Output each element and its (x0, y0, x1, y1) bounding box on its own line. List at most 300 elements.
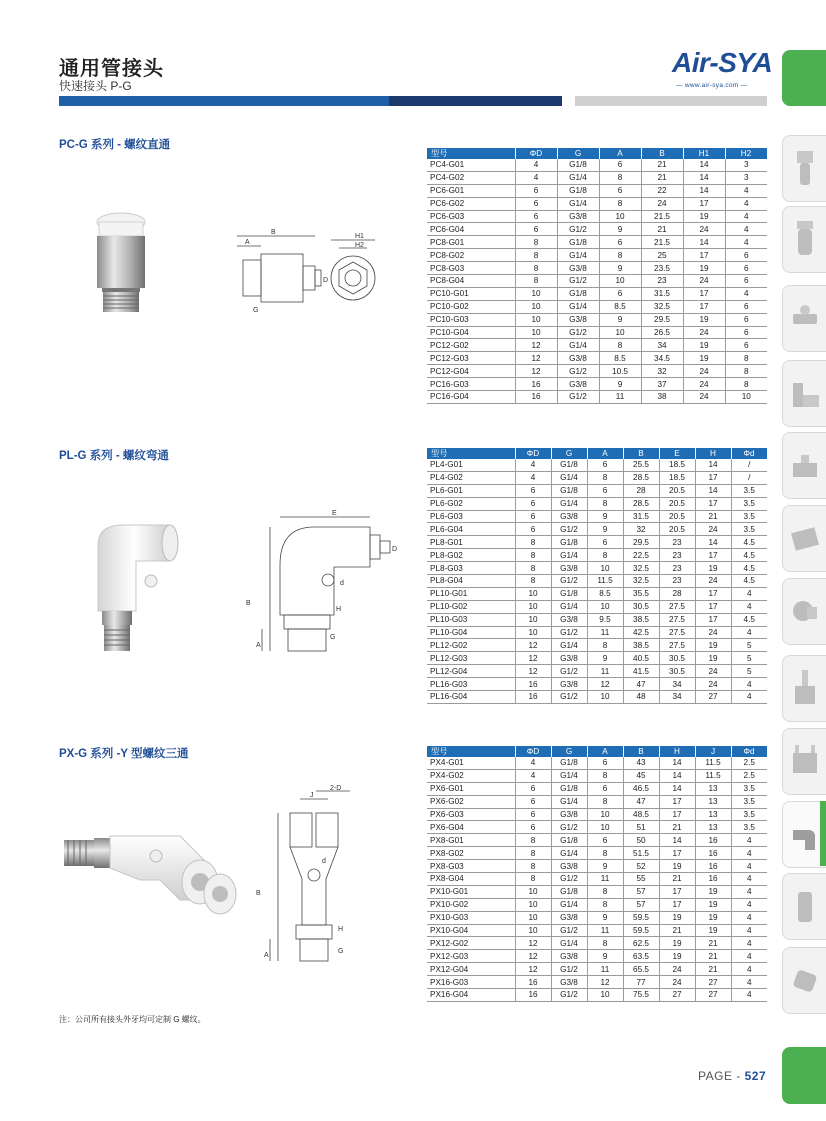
value-cell: 12 (587, 678, 623, 691)
px-g-technical-drawing (250, 785, 390, 975)
px-g-spec-table (427, 746, 768, 1002)
pc-g-spec-table (427, 148, 768, 404)
table-row (427, 471, 767, 484)
value-cell: 17 (659, 847, 695, 860)
value-cell: 4.5 (731, 549, 767, 562)
value-cell: 24 (695, 665, 731, 678)
solenoid-icon (783, 506, 826, 571)
value-cell: 10 (587, 821, 623, 834)
value-cell: 9 (587, 510, 623, 523)
value-cell: 9 (599, 223, 641, 236)
model-cell: PX16-G03 (427, 976, 515, 989)
value-cell: 5 (731, 652, 767, 665)
value-cell: G1/2 (557, 326, 599, 339)
model-cell: PC10-G01 (427, 287, 515, 300)
side-tab-cylinder[interactable] (782, 360, 826, 427)
value-cell: 31.5 (623, 510, 659, 523)
value-cell: 8 (587, 898, 623, 911)
pc-g-dim-b: B (271, 229, 276, 236)
pl-g-dim-e: E (332, 510, 337, 517)
table-row (427, 549, 767, 562)
table-row (427, 184, 767, 197)
model-cell: PL6-G04 (427, 523, 515, 536)
value-cell: 12 (515, 365, 557, 378)
value-cell: 8 (587, 549, 623, 562)
value-cell: 19 (659, 911, 695, 924)
page-label: PAGE - (698, 1069, 745, 1083)
column-header: A (587, 746, 623, 757)
value-cell: 11 (587, 665, 623, 678)
value-cell: 21.5 (641, 236, 683, 249)
value-cell: 48 (623, 691, 659, 704)
table-row (427, 860, 767, 873)
value-cell: 14 (659, 757, 695, 769)
value-cell: 6 (725, 313, 767, 326)
value-cell: 8 (515, 249, 557, 262)
value-cell: 16 (515, 391, 557, 404)
value-cell: 19 (659, 860, 695, 873)
value-cell: 9 (599, 262, 641, 275)
value-cell: 27 (695, 691, 731, 704)
value-cell: 46.5 (623, 782, 659, 795)
value-cell: 5 (731, 639, 767, 652)
value-cell: 13 (695, 782, 731, 795)
pc-g-dim-d: D (323, 277, 329, 284)
column-header: J (695, 746, 731, 757)
value-cell: 16 (695, 860, 731, 873)
model-cell: PC4-G01 (427, 159, 515, 171)
value-cell: 34.5 (641, 352, 683, 365)
model-cell: PX8-G01 (427, 834, 515, 847)
value-cell: 6 (725, 326, 767, 339)
model-cell: PC10-G02 (427, 300, 515, 313)
value-cell: 10 (515, 885, 551, 898)
value-cell: 34 (659, 678, 695, 691)
side-tab-fitting[interactable] (782, 285, 826, 352)
table-row (427, 236, 767, 249)
value-cell: 4.5 (731, 575, 767, 588)
value-cell: 16 (695, 834, 731, 847)
value-cell: 11 (587, 924, 623, 937)
value-cell: 11.5 (695, 757, 731, 769)
table-header-row (427, 448, 767, 459)
table-row (427, 911, 767, 924)
value-cell: G1/8 (557, 236, 599, 249)
value-cell: 8 (587, 769, 623, 782)
value-cell: 4 (731, 587, 767, 600)
model-cell: PL8-G02 (427, 549, 515, 562)
value-cell: 8 (515, 549, 551, 562)
value-cell: 20.5 (659, 510, 695, 523)
value-cell: 12 (515, 963, 551, 976)
value-cell: 4 (731, 885, 767, 898)
value-cell: 11 (587, 873, 623, 886)
value-cell: 24 (683, 365, 725, 378)
value-cell: 11 (587, 963, 623, 976)
table-row (427, 757, 767, 769)
value-cell: 27.5 (659, 626, 695, 639)
value-cell: 63.5 (623, 950, 659, 963)
table-row (427, 510, 767, 523)
value-cell: 8 (725, 378, 767, 391)
value-cell: 16 (515, 678, 551, 691)
value-cell: G3/8 (551, 678, 587, 691)
table-row (427, 275, 767, 288)
model-cell: PX8-G02 (427, 847, 515, 860)
pc-g-dim-a: A (245, 239, 250, 246)
model-cell: PL4-G01 (427, 459, 515, 471)
value-cell: 48.5 (623, 808, 659, 821)
muffler-icon (783, 874, 826, 939)
value-cell: 4 (725, 223, 767, 236)
value-cell: 6 (725, 249, 767, 262)
pc-g-dim-h1: H1 (355, 233, 364, 240)
value-cell: 30.5 (659, 665, 695, 678)
model-cell: PX10-G03 (427, 911, 515, 924)
value-cell: 51.5 (623, 847, 659, 860)
model-cell: PC6-G01 (427, 184, 515, 197)
table-row (427, 963, 767, 976)
model-cell: PX10-G01 (427, 885, 515, 898)
pl-g-technical-drawing (240, 505, 400, 665)
value-cell: 9 (587, 652, 623, 665)
value-cell: 19 (695, 911, 731, 924)
value-cell: 26.5 (641, 326, 683, 339)
table-row (427, 575, 767, 588)
column-header: H1 (683, 148, 725, 159)
value-cell: 16 (515, 989, 551, 1002)
value-cell: G3/8 (551, 510, 587, 523)
value-cell: 8 (515, 873, 551, 886)
value-cell: 2.5 (731, 757, 767, 769)
column-header: H (695, 448, 731, 459)
value-cell: 13 (695, 808, 731, 821)
pc-g-technical-drawing (225, 228, 385, 320)
value-cell: 16 (515, 691, 551, 704)
value-cell: 27 (695, 976, 731, 989)
model-cell: PL6-G01 (427, 484, 515, 497)
side-tab-top[interactable] (782, 50, 826, 106)
value-cell: 65.5 (623, 963, 659, 976)
value-cell: G1/2 (551, 665, 587, 678)
value-cell: 21 (641, 223, 683, 236)
value-cell: G1/2 (551, 575, 587, 588)
table-row (427, 536, 767, 549)
model-cell: PX4-G01 (427, 757, 515, 769)
column-header: 型号 (427, 148, 515, 159)
table-row (427, 873, 767, 886)
value-cell: 19 (683, 210, 725, 223)
value-cell: 10 (515, 587, 551, 600)
value-cell: 41.5 (623, 665, 659, 678)
value-cell: 4 (725, 287, 767, 300)
value-cell: 24 (683, 378, 725, 391)
column-header: ΦD (515, 448, 551, 459)
value-cell: 4 (515, 471, 551, 484)
value-cell: 6 (515, 510, 551, 523)
value-cell: 6 (515, 782, 551, 795)
value-cell: 8 (725, 365, 767, 378)
value-cell: 10 (587, 600, 623, 613)
value-cell: 8 (515, 262, 557, 275)
side-tab-solenoid[interactable] (782, 505, 826, 572)
value-cell: G3/8 (551, 911, 587, 924)
value-cell: 57 (623, 885, 659, 898)
side-tab-bottom[interactable] (782, 1047, 826, 1104)
value-cell: G3/8 (551, 613, 587, 626)
value-cell: 11 (599, 391, 641, 404)
value-cell: 6 (599, 184, 641, 197)
value-cell: G1/8 (551, 459, 587, 471)
model-cell: PL12-G04 (427, 665, 515, 678)
value-cell: 21 (659, 873, 695, 886)
value-cell: G1/4 (557, 339, 599, 352)
value-cell: 24 (659, 976, 695, 989)
value-cell: 28.5 (623, 471, 659, 484)
pl-g-dim-d-upper: D (392, 546, 398, 553)
side-tab-muffler[interactable] (782, 873, 826, 940)
model-cell: PL4-G02 (427, 471, 515, 484)
value-cell: 11.5 (587, 575, 623, 588)
model-cell: PL8-G04 (427, 575, 515, 588)
value-cell: 10 (515, 626, 551, 639)
model-cell: PX10-G04 (427, 924, 515, 937)
value-cell: G1/4 (557, 300, 599, 313)
pl-g-dim-b: B (246, 600, 251, 607)
model-cell: PX12-G02 (427, 937, 515, 950)
column-header: A (599, 148, 641, 159)
table-row (427, 210, 767, 223)
column-header: ΦD (515, 746, 551, 757)
value-cell: 8 (515, 834, 551, 847)
table-row (427, 339, 767, 352)
value-cell: 6 (515, 484, 551, 497)
value-cell: G1/4 (557, 249, 599, 262)
value-cell: 8 (725, 352, 767, 365)
value-cell: 17 (683, 249, 725, 262)
value-cell: G1/8 (551, 834, 587, 847)
brand-logo: Air-SYA (672, 47, 773, 78)
footnote: 注：公司所有接头外牙均可定制 G 螺纹。 (59, 1015, 206, 1024)
value-cell: 17 (695, 587, 731, 600)
px-g-dim-b: B (256, 890, 261, 897)
value-cell: 4 (731, 989, 767, 1002)
value-cell: 12 (515, 339, 557, 352)
value-cell: 24 (659, 963, 695, 976)
value-cell: 59.5 (623, 911, 659, 924)
value-cell: 17 (659, 795, 695, 808)
value-cell: 19 (695, 652, 731, 665)
value-cell: 10 (515, 898, 551, 911)
value-cell: G1/4 (557, 171, 599, 184)
table-row (427, 600, 767, 613)
table-row (427, 459, 767, 471)
model-cell: PL10-G04 (427, 626, 515, 639)
model-cell: PL12-G03 (427, 652, 515, 665)
value-cell: 35.5 (623, 587, 659, 600)
table-row (427, 989, 767, 1002)
value-cell: 28 (623, 484, 659, 497)
section-title-px-g: PX-G 系列 -Y 型螺纹三通 (59, 748, 189, 760)
pl-g-dim-d-lower: d (340, 580, 344, 587)
value-cell: 6 (587, 484, 623, 497)
column-header: E (659, 448, 695, 459)
column-header: B (641, 148, 683, 159)
table-row (427, 924, 767, 937)
value-cell: 12 (515, 950, 551, 963)
value-cell: 6 (725, 339, 767, 352)
value-cell: 47 (623, 795, 659, 808)
value-cell: 6 (587, 757, 623, 769)
pc-g-dim-g: G (253, 307, 259, 314)
value-cell: 8 (599, 339, 641, 352)
value-cell: 4 (731, 976, 767, 989)
value-cell: 37 (641, 378, 683, 391)
value-cell: 24 (683, 275, 725, 288)
value-cell: 24 (683, 326, 725, 339)
value-cell: 50 (623, 834, 659, 847)
value-cell: 10 (515, 313, 557, 326)
value-cell: G1/4 (551, 471, 587, 484)
value-cell: 10 (515, 300, 557, 313)
value-cell: 4 (515, 171, 557, 184)
value-cell: 3.5 (731, 484, 767, 497)
value-cell: 4 (725, 197, 767, 210)
model-cell: PC12-G04 (427, 365, 515, 378)
value-cell: 8 (599, 171, 641, 184)
value-cell: 47 (623, 678, 659, 691)
value-cell: 14 (683, 159, 725, 171)
table-row (427, 365, 767, 378)
side-tab-valve[interactable] (782, 432, 826, 499)
model-cell: PC8-G03 (427, 262, 515, 275)
value-cell: 6 (515, 197, 557, 210)
side-tab-filter[interactable] (782, 135, 826, 202)
value-cell: 14 (659, 769, 695, 782)
value-cell: 22.5 (623, 549, 659, 562)
value-cell: G1/8 (557, 287, 599, 300)
value-cell: 32.5 (623, 562, 659, 575)
section-title-pl-g: PL-G 系列 - 螺纹弯通 (59, 450, 169, 462)
value-cell: 20.5 (659, 497, 695, 510)
value-cell: 4 (731, 963, 767, 976)
value-cell: 42.5 (623, 626, 659, 639)
value-cell: 34 (641, 339, 683, 352)
value-cell: 62.5 (623, 937, 659, 950)
value-cell: 55 (623, 873, 659, 886)
side-tab-gun[interactable] (782, 728, 826, 795)
value-cell: 17 (695, 471, 731, 484)
value-cell: 38 (641, 391, 683, 404)
value-cell: 23 (659, 536, 695, 549)
value-cell: 28 (659, 587, 695, 600)
model-cell: PL16-G03 (427, 678, 515, 691)
value-cell: 23.5 (641, 262, 683, 275)
value-cell: 19 (683, 339, 725, 352)
side-tab-accessory[interactable] (782, 947, 826, 1014)
table-header-row (427, 746, 767, 757)
value-cell: 14 (695, 484, 731, 497)
value-cell: 21 (641, 171, 683, 184)
model-cell: PC10-G04 (427, 326, 515, 339)
value-cell: G1/4 (551, 549, 587, 562)
table-row (427, 782, 767, 795)
value-cell: 23 (659, 549, 695, 562)
value-cell: 8 (515, 236, 557, 249)
page-title: 通用管接头 (59, 58, 164, 80)
pc-g-dim-h2: H2 (355, 242, 364, 249)
value-cell: 16 (695, 847, 731, 860)
value-cell: 27 (659, 989, 695, 1002)
gun-icon (783, 729, 826, 794)
value-cell: G1/2 (551, 691, 587, 704)
header-bar-dark (389, 96, 562, 106)
value-cell: G1/2 (551, 873, 587, 886)
model-cell: PX8-G04 (427, 873, 515, 886)
value-cell: 12 (587, 976, 623, 989)
value-cell: G3/8 (557, 378, 599, 391)
model-cell: PC8-G02 (427, 249, 515, 262)
value-cell: 13 (695, 795, 731, 808)
value-cell: 3.5 (731, 523, 767, 536)
page-number: 527 (744, 1069, 767, 1083)
value-cell: G1/8 (551, 757, 587, 769)
brand-url: — www.air-sya.com — (676, 82, 748, 89)
table-row (427, 626, 767, 639)
value-cell: 25.5 (623, 459, 659, 471)
value-cell: 3 (725, 159, 767, 171)
value-cell: 12 (515, 352, 557, 365)
pump-icon (783, 579, 826, 644)
value-cell: 9.5 (587, 613, 623, 626)
value-cell: G1/8 (551, 484, 587, 497)
side-tab-pump[interactable] (782, 578, 826, 645)
value-cell: G1/2 (551, 963, 587, 976)
table-row (427, 313, 767, 326)
value-cell: 27 (695, 989, 731, 1002)
value-cell: G1/2 (557, 223, 599, 236)
value-cell: 10 (599, 326, 641, 339)
value-cell: G1/2 (557, 391, 599, 404)
model-cell: PC10-G03 (427, 313, 515, 326)
value-cell: 32.5 (641, 300, 683, 313)
value-cell: 14 (659, 834, 695, 847)
model-cell: PC6-G02 (427, 197, 515, 210)
model-cell: PC6-G04 (427, 223, 515, 236)
value-cell: 8 (587, 885, 623, 898)
px-g-product-photo (60, 820, 240, 920)
value-cell: 17 (659, 885, 695, 898)
value-cell: G1/8 (551, 587, 587, 600)
value-cell: G3/8 (551, 652, 587, 665)
value-cell: 8 (599, 197, 641, 210)
pl-g-product-photo (88, 515, 180, 655)
column-header: G (551, 448, 587, 459)
value-cell: 27.5 (659, 613, 695, 626)
value-cell: 19 (683, 313, 725, 326)
model-cell: PC8-G04 (427, 275, 515, 288)
value-cell: 10 (515, 600, 551, 613)
value-cell: 19 (695, 885, 731, 898)
column-header: B (623, 746, 659, 757)
value-cell: G1/2 (557, 365, 599, 378)
value-cell: 4 (515, 459, 551, 471)
table-row (427, 639, 767, 652)
table-row (427, 249, 767, 262)
column-header: 型号 (427, 448, 515, 459)
side-tab-manifold[interactable] (782, 655, 826, 722)
side-tab-regulator[interactable] (782, 206, 826, 273)
